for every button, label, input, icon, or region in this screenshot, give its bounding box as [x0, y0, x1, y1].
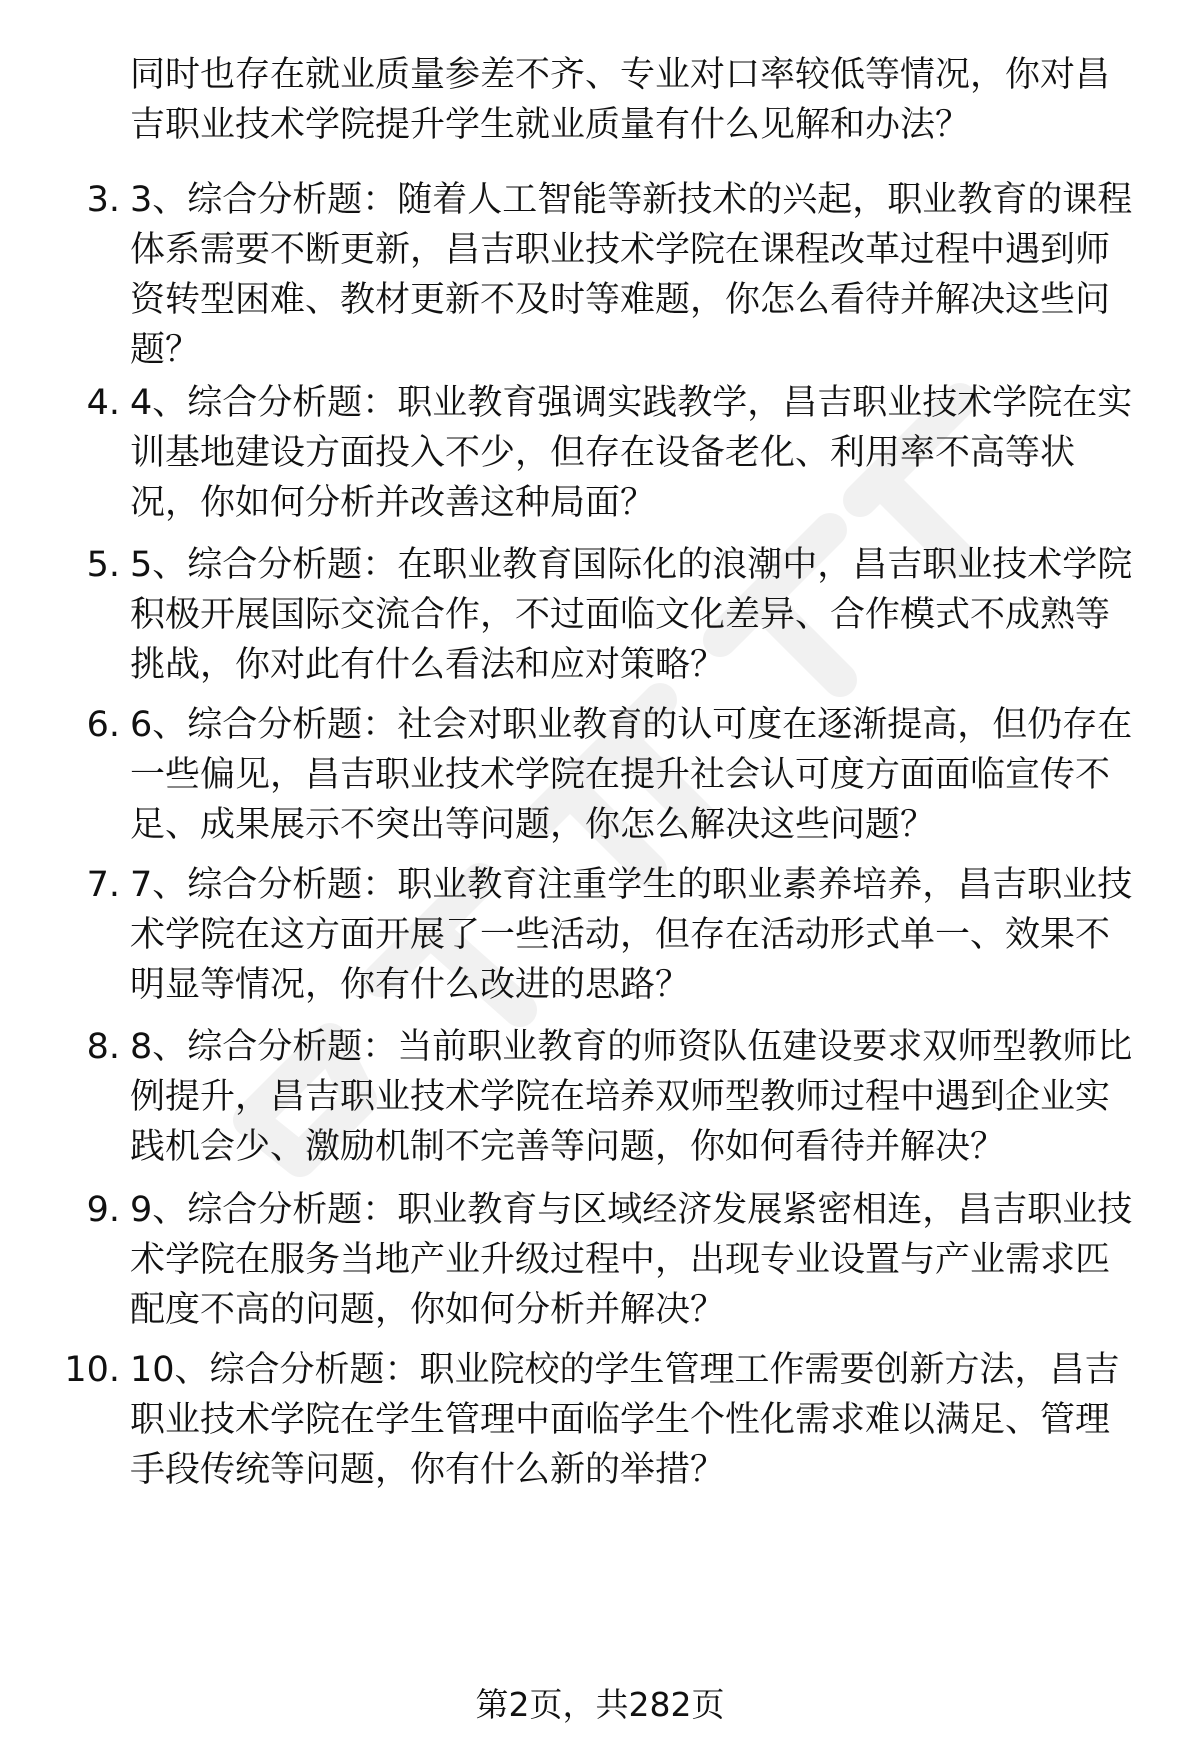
text-line: 配度不高的问题，你如何分析并解决？: [130, 1290, 726, 1330]
text-line: 5、综合分析题：在职业教育国际化的浪潮中，昌吉职业技术学院: [130, 545, 1133, 585]
text-line: 明显等情况，你有什么改进的思路？: [130, 965, 691, 1005]
text-line: 职业技术学院在学生管理中面临学生个性化需求难以满足、管理: [130, 1400, 1111, 1440]
question-text: [130, 1185, 1160, 1335]
text-line: 3、综合分析题：随着人工智能等新技术的兴起，职业教育的课程: [130, 180, 1133, 220]
text-line: 8、综合分析题：当前职业教育的师资队伍建设要求双师型教师比: [130, 1027, 1133, 1067]
text-line: 况，你如何分析并改善这种局面？: [130, 483, 656, 523]
text-line: 9、综合分析题：职业教育与区域经济发展紧密相连，昌吉职业技: [130, 1190, 1133, 1230]
text-line: 积极开展国际交流合作，不过面临文化差异、合作模式不成熟等: [130, 595, 1111, 635]
text-line: 6、综合分析题：社会对职业教育的认可度在逐渐提高，但仍存在: [130, 705, 1133, 745]
text-line: 训基地建设方面投入不少，但存在设备老化、利用率不高等状: [130, 433, 1076, 473]
text-line: 例提升，昌吉职业技术学院在培养双师型教师过程中遇到企业实: [130, 1077, 1111, 1117]
text-line: 同时也存在就业质量参差不齐、专业对口率较低等情况，你对昌: [130, 55, 1111, 95]
text-line: 践机会少、激励机制不完善等问题，你如何看待并解决？: [130, 1127, 1006, 1167]
text-line: 足、成果展示不突出等问题，你怎么解决这些问题？: [130, 805, 936, 845]
question-number: 6.: [86, 705, 120, 745]
text-line: 挑战，你对此有什么看法和应对策略？: [130, 645, 726, 685]
question-number: 3.: [86, 180, 120, 220]
text-line: 4、综合分析题：职业教育强调实践教学，昌吉职业技术学院在实: [130, 383, 1133, 423]
question-text: [130, 700, 1160, 850]
text-line: 术学院在服务当地产业升级过程中，出现专业设置与产业需求匹: [130, 1240, 1111, 1280]
question-number: 10.: [64, 1350, 120, 1390]
text-line: 手段传统等问题，你有什么新的举措？: [130, 1450, 726, 1490]
question-number: 7.: [86, 865, 120, 905]
text-line: 题？: [130, 330, 201, 370]
question-text: [130, 1345, 1160, 1495]
question-text: [130, 378, 1160, 528]
question-text: [130, 860, 1160, 1010]
question-number: 9.: [86, 1190, 120, 1230]
text-line: 术学院在这方面开展了一些活动，但存在活动形式单一、效果不: [130, 915, 1111, 955]
question-text: [130, 175, 1160, 375]
page-number-footer: 第2页，共282页: [475, 1685, 725, 1724]
text-line: 7、综合分析题：职业教育注重学生的职业素养培养，昌吉职业技: [130, 865, 1133, 905]
question-number: 5.: [86, 545, 120, 585]
text-line: 吉职业技术学院提升学生就业质量有什么见解和办法？: [130, 105, 971, 145]
question-number: 8.: [86, 1027, 120, 1067]
question-number: 4.: [86, 383, 120, 423]
text-line: 10、综合分析题：职业院校的学生管理工作需要创新方法，昌吉: [130, 1350, 1120, 1390]
text-line: 资转型困难、教材更新不及时等难题，你怎么看待并解决这些问: [130, 280, 1111, 320]
text-line: 一些偏见，昌吉职业技术学院在提升社会认可度方面面临宣传不: [130, 755, 1111, 795]
question-text: [130, 540, 1160, 690]
text-line: 体系需要不断更新，昌吉职业技术学院在课程改革过程中遇到师: [130, 230, 1111, 270]
question-text: [130, 1022, 1160, 1172]
